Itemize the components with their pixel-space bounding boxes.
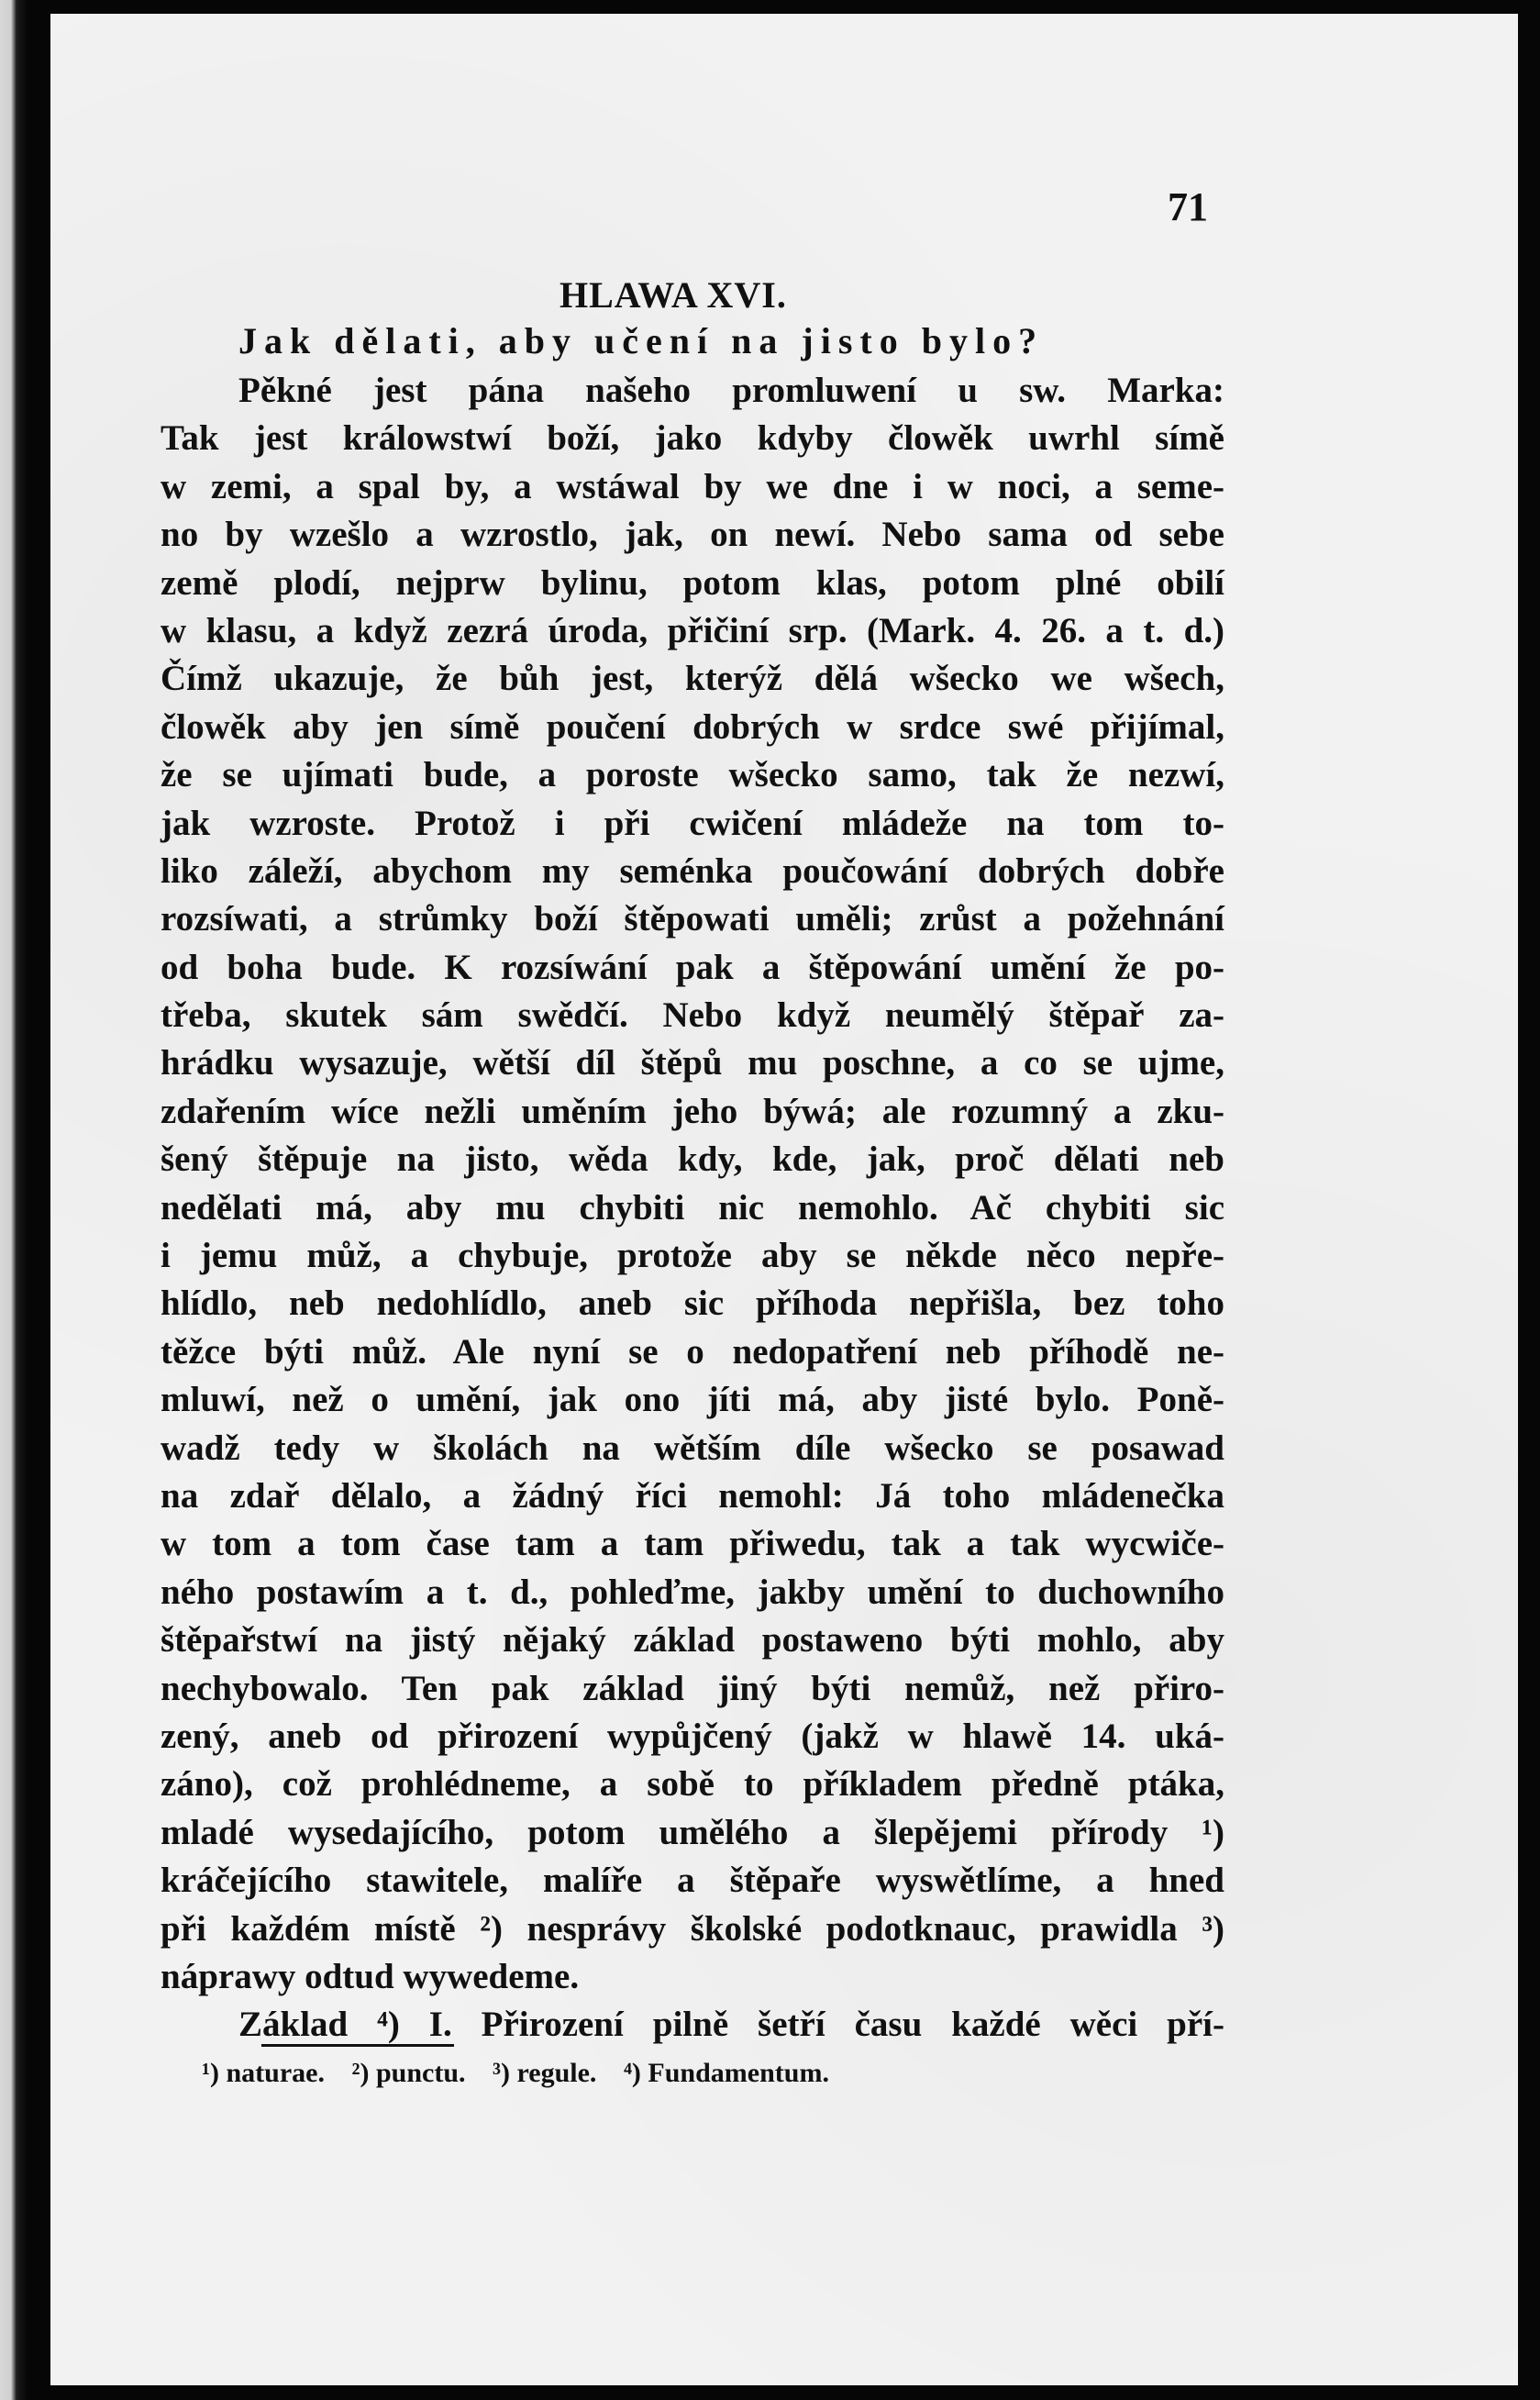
page-sheet xyxy=(50,14,1518,2385)
chapter-heading: HLAWA XVI. xyxy=(559,274,787,316)
text-line: no by wzešlo a wzrostlo, jak, on newí. Nebo sama od sebe xyxy=(161,515,1224,555)
text-line: náprawy odtud wywedeme. xyxy=(161,1956,580,1996)
text-line: w klasu, a když zezrá úroda, přičiní srp. (Mark. 4. 26. a t. d.) xyxy=(161,610,1224,650)
text-line: zdařením wíce nežli uměním jeho býwá; ale rozumný a zku- xyxy=(161,1091,1224,1131)
footnote-3: ³) regule. xyxy=(493,2058,597,2088)
text-line: i jemu můž, a chybuje, protože aby se někde něco nepře- xyxy=(161,1236,1224,1276)
text-line: štěpařstwí na jistý nějaký základ postaweno býti mohlo, aby xyxy=(161,1620,1224,1661)
text-line: Čímž ukazuje, že bůh jest, kterýž dělá wšecko we wšech, xyxy=(161,659,1224,699)
text-line: na zdař dělalo, a žádný říci nemohl: Já toho mládenečka xyxy=(161,1475,1224,1516)
text-line: země plodí, nejprw bylinu, potom klas, potom plné obilí xyxy=(161,562,1224,603)
text-line: zený, aneb od přirození wypůjčený (jakž w hlawě 14. uká- xyxy=(161,1716,1224,1756)
text-line: hrádku wysazuje, wětší díl štěpů mu poschne, a co se ujme, xyxy=(161,1043,1224,1083)
text-line: kráčejícího stawitele, malíře a štěpaře wyswětlíme, a hned xyxy=(161,1861,1224,1901)
text-line: mluwí, než o umění, jak ono jíti má, aby jisté bylo. Poně- xyxy=(161,1380,1224,1420)
footnote-1: ¹) naturae. xyxy=(202,2058,325,2088)
text-line: těžce býti můž. Ale nyní se o nedopatření neb příhodě ne- xyxy=(161,1331,1224,1372)
text-line: hlídlo, neb nedohlídlo, aneb sic příhoda nepřišla, bez toho xyxy=(161,1283,1224,1324)
text-line: že se ujímati bude, a poroste wšecko samo, tak že nezwí, xyxy=(161,755,1224,795)
text-line: w tom a tom čase tam a tam přiwedu, tak a tak wycwiče- xyxy=(161,1524,1224,1564)
footnote-2: ²) punctu. xyxy=(351,2058,466,2088)
text-line: od boha bude. K rozsíwání pak a štěpowání umění že po- xyxy=(161,947,1224,987)
text-line: záno), což prohlédneme, a sobě to příkladem předně ptáka, xyxy=(161,1764,1224,1805)
text-line: při každém místě ²) nesprávy školské podotknauc, prawidla ³) xyxy=(161,1908,1224,1949)
text-line: wadž tedy w školách na wětším díle wšecko se posawad xyxy=(161,1428,1224,1468)
footnote-4: ⁴) Fundamentum. xyxy=(623,2058,829,2088)
text-line: nechybowalo. Ten pak základ jiný býti nemůž, než přiro- xyxy=(161,1668,1224,1708)
text-line: Základ ⁴) I. Přirození pilně šetří času každé wěci pří- xyxy=(238,2005,1224,2045)
chapter-subheading: Jak dělati, aby učení na jisto bylo? xyxy=(238,320,1045,361)
text-line: rozsíwati, a strůmky boží štěpowati uměli; zrůst a požehnání xyxy=(161,899,1224,939)
text-line: w zemi, a spal by, a wstáwal by we dne i w noci, a seme- xyxy=(161,466,1224,506)
text-line: Pěkné jest pána našeho promluwení u sw. Marka: xyxy=(238,371,1224,410)
footnote-divider xyxy=(261,2044,454,2047)
text-line: nedělati má, aby mu chybiti nic nemohlo. Ač chybiti sic xyxy=(161,1187,1224,1228)
page-number: 71 xyxy=(1168,184,1208,229)
text-line: ného postawím a t. d., pohleďme, jakby umění to duchowního xyxy=(161,1572,1224,1612)
text-line: člowěk aby jen símě poučení dobrých w srdce swé přijímal, xyxy=(161,706,1224,747)
text-line: liko záleží, abychom my seménka poučowání dobrých dobře xyxy=(161,850,1224,891)
text-line: Tak jest králowstwí boží, jako kdyby člowěk uwrhl símě xyxy=(161,418,1224,459)
text-line: třeba, skutek sám swědčí. Nebo když neumělý štěpař za- xyxy=(161,995,1224,1036)
body-text xyxy=(161,367,1224,2050)
text-line: mladé wysedajícího, potom umělého a šlepějemi přírody ¹) xyxy=(161,1812,1224,1852)
text-line: šený štěpuje na jisto, wěda kdy, kde, jak, proč dělati neb xyxy=(161,1139,1224,1180)
text-line: jak wzroste. Protož i při cwičení mládeže na tom to- xyxy=(161,803,1224,843)
binding-edge xyxy=(0,0,28,2400)
footnotes xyxy=(202,2058,849,2089)
